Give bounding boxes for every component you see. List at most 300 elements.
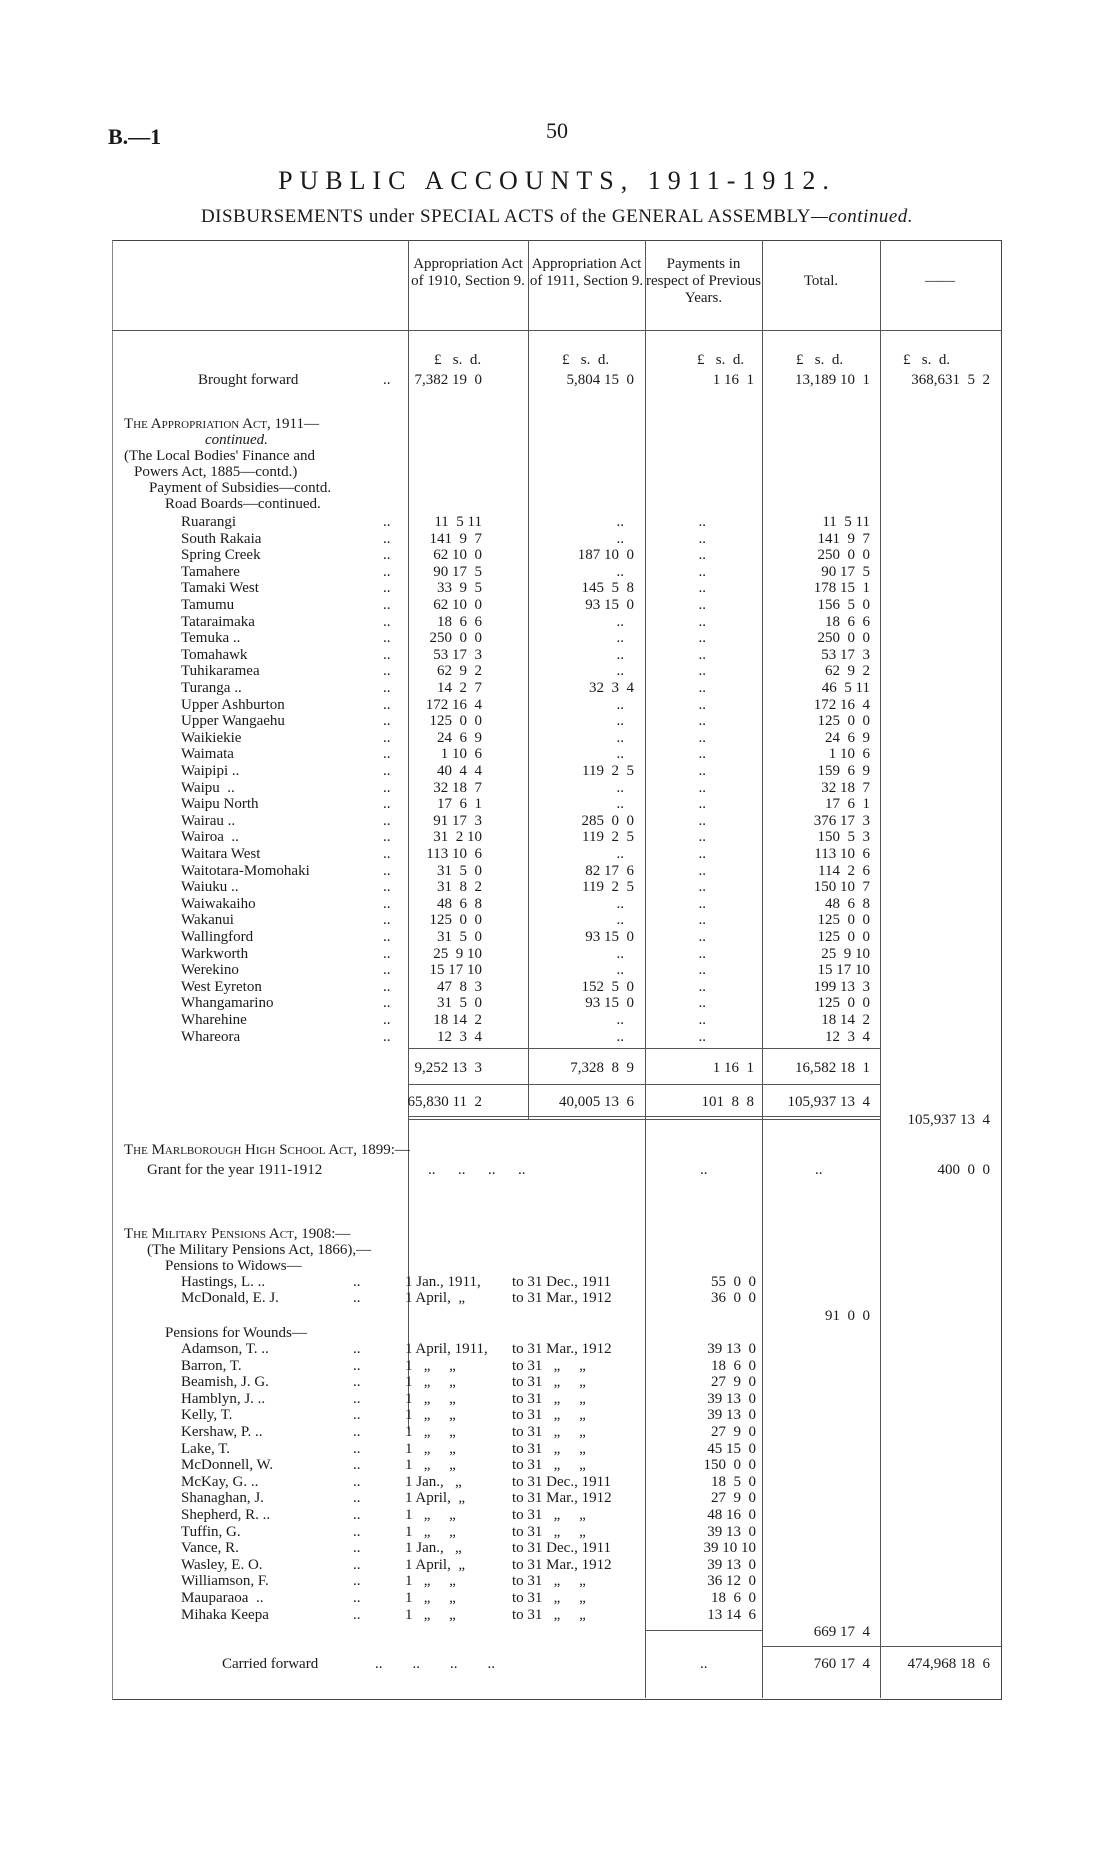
table-row	[0, 1557, 1114, 1573]
pension-from: 1 „ „	[405, 1390, 456, 1407]
cell-c1: 15 17 10	[429, 962, 482, 979]
table-row	[0, 1424, 1114, 1440]
cell-c5: 105,937 13 4	[907, 1112, 990, 1128]
carried-forward-row	[0, 1656, 1114, 1672]
cell-c2: ..	[616, 846, 624, 862]
table-row	[0, 514, 1114, 530]
pension-from: 1 „ „	[405, 1374, 456, 1391]
grant-label: Grant for the year 1911-1912	[147, 1162, 323, 1178]
road-board-name: Werekino	[181, 962, 239, 979]
cell-c2: 119 2 5	[582, 763, 634, 779]
leader-dots: ..	[383, 372, 391, 388]
table-row	[0, 1290, 1114, 1306]
total-carried-row	[0, 1112, 1114, 1128]
road-board-name: Waimata	[181, 746, 234, 763]
pensioner-name: McDonnell, W.	[181, 1457, 274, 1474]
table-row	[0, 846, 1114, 862]
cell-c1: 250 0 0	[429, 630, 482, 647]
pension-from: 1 „ „	[405, 1523, 456, 1540]
section-subheading: (The Local Bodies' Finance and	[124, 448, 315, 464]
table-row	[0, 547, 1114, 563]
pension-to: to 31 „ „	[512, 1523, 586, 1540]
cell-c3: ..	[698, 995, 706, 1012]
cell-c1: 31 5 0	[437, 929, 482, 945]
table-row	[0, 597, 1114, 613]
pension-to: to 31 „ „	[512, 1507, 586, 1523]
cell-c3: ..	[698, 796, 706, 813]
leader-dots: ..	[353, 1473, 361, 1490]
cell-c2: 93 15 0	[585, 597, 634, 613]
road-board-name: Ruarangi	[181, 514, 236, 530]
cell-c4: 250 0 0	[817, 547, 870, 564]
cell-c4: 90 17 5	[821, 563, 870, 580]
pension-from: 1 „ „	[405, 1573, 456, 1590]
leader-dots: ..	[353, 1407, 361, 1424]
cell-c4: 91 0 0	[825, 1308, 870, 1324]
leader-dots: ..	[383, 580, 391, 597]
cell-c3: ..	[698, 597, 706, 613]
cell-c3: 18 6 0	[711, 1590, 756, 1606]
cell-c4: 46 5 11	[821, 680, 870, 696]
table-row	[0, 1012, 1114, 1028]
pension-to: to 31 „ „	[512, 1407, 586, 1424]
cell-c3: 18 5 0	[711, 1473, 756, 1490]
pension-to: to 31 Mar., 1912	[512, 1490, 612, 1507]
total-row	[0, 1094, 1114, 1110]
leader-dots: ..	[383, 846, 391, 862]
cell-c1: 7,382 19 0	[414, 372, 482, 388]
cell-c3: ..	[698, 1028, 706, 1045]
table-row	[0, 1341, 1114, 1357]
cell-c4: 250 0 0	[817, 630, 870, 647]
cell-c3: ..	[698, 912, 706, 929]
cell-c1: 1 10 6	[440, 746, 482, 763]
cell-c3: 55 0 0	[711, 1274, 756, 1290]
leader-dots: ..	[383, 630, 391, 647]
leader-dots: ..	[383, 995, 391, 1012]
leader-dots: ..	[383, 945, 391, 962]
table-row	[0, 896, 1114, 912]
pension-to: to 31 „ „	[512, 1357, 586, 1374]
leader-dots: ..	[353, 1523, 361, 1540]
cell-c3: 36 0 0	[711, 1290, 756, 1306]
cell-c3: ..	[698, 846, 706, 862]
pension-to: to 31 „ „	[512, 1440, 586, 1457]
section-subheading: Payment of Subsidies—contd.	[149, 480, 332, 496]
table-row	[0, 1407, 1114, 1423]
pension-to: to 31 „ „	[512, 1573, 586, 1590]
pension-from: 1 „ „	[405, 1457, 456, 1474]
pensioner-name: Hastings, L. ..	[181, 1274, 266, 1290]
cell-c4: 150 5 3	[817, 829, 870, 846]
column-header-previous-years: Payments in respect of Previous Years.	[646, 256, 761, 306]
cell-c4: 125 0 0	[817, 995, 870, 1012]
table-row	[0, 1029, 1114, 1045]
table-row	[0, 614, 1114, 630]
cell-c4: 159 6 9	[817, 763, 870, 779]
cell-c2: ..	[616, 962, 624, 979]
pensioner-name: Lake, T.	[181, 1440, 231, 1457]
cell-c4: 32 18 7	[821, 779, 870, 796]
cell-c2: 93 15 0	[585, 929, 634, 945]
leader-dots: ..	[383, 746, 391, 763]
pension-from: 1 April, „	[405, 1490, 465, 1507]
leader-dots: ..	[353, 1457, 361, 1474]
cell-c2: 119 2 5	[582, 879, 634, 896]
table-row	[0, 1607, 1114, 1623]
table-row	[0, 564, 1114, 580]
cell-c4: 17 6 1	[825, 796, 870, 813]
cell-c3: 39 13 0	[707, 1523, 756, 1540]
cell-c2: ..	[616, 895, 624, 912]
cell-c2: ..	[616, 696, 624, 713]
cell-c4: 18 14 2	[821, 1012, 870, 1028]
cell-c2: 82 17 6	[585, 862, 634, 879]
cell-c4: 105,937 13 4	[787, 1094, 870, 1110]
cell-c2: ..	[616, 1012, 624, 1028]
column-header-appropriation-1911: Appropriation Act of 1911, Section 9.	[529, 256, 644, 289]
cell-c2: ..	[616, 713, 624, 730]
cell-c1: 32 18 7	[433, 779, 482, 796]
pension-to: to 31 Mar., 1912	[512, 1290, 612, 1306]
cell-c3: ..	[698, 1012, 706, 1028]
cell-c4: 13,189 10 1	[795, 372, 870, 388]
road-board-name: South Rakaia	[181, 530, 262, 547]
leader-dots: ..	[383, 929, 391, 945]
pensioner-name: Adamson, T. ..	[181, 1341, 269, 1357]
leader-dots: ..	[353, 1590, 361, 1606]
cell-c4: 156 5 0	[817, 597, 870, 613]
cell-c3: ..	[698, 895, 706, 912]
road-board-name: Wairau ..	[181, 812, 236, 829]
pensioner-name: Vance, R.	[181, 1540, 239, 1557]
carried-forward-label: Carried forward	[222, 1656, 319, 1672]
leader-dots: ..	[383, 978, 391, 995]
cell-c5: 474,968 18 6	[907, 1656, 990, 1672]
header-rule	[112, 330, 1002, 331]
cell-c1: 48 6 8	[437, 895, 482, 912]
cell-c3: 27 9 0	[711, 1490, 756, 1507]
leader-dots: ..	[353, 1507, 361, 1523]
table-row	[0, 663, 1114, 679]
leader-dots: ..	[383, 613, 391, 630]
leader-dots: ..	[815, 1162, 823, 1178]
column-header-total: Total.	[803, 273, 839, 289]
cell-c3: 101 8 8	[701, 1094, 754, 1110]
pension-from: 1 Jan., „	[405, 1473, 462, 1490]
road-board-name: Wallingford	[181, 929, 254, 945]
lsd-label: £ s. d.	[697, 352, 745, 368]
cell-c3: ..	[698, 563, 706, 580]
road-board-name: Turanga ..	[181, 680, 242, 696]
cell-c3: ..	[698, 514, 706, 530]
leader-dots: ..	[383, 563, 391, 580]
cell-c3: ..	[698, 580, 706, 597]
cell-c4: 24 6 9	[825, 729, 870, 746]
cell-c2: 93 15 0	[585, 995, 634, 1012]
cell-c3: ..	[698, 530, 706, 547]
cell-c1: 31 5 0	[437, 995, 482, 1012]
column-header-appropriation-1910: Appropriation Act of 1910, Section 9.	[411, 256, 525, 289]
cell-c4: 114 2 6	[818, 862, 870, 879]
table-row	[0, 680, 1114, 696]
carried-rule	[762, 1646, 1002, 1647]
cell-c2: 187 10 0	[577, 547, 634, 564]
table-row	[0, 697, 1114, 713]
leader-dots: ..	[383, 1028, 391, 1045]
cell-c3: 36 12 0	[707, 1573, 756, 1590]
pension-from: 1 Jan., 1911,	[405, 1274, 481, 1290]
cell-c2: 40,005 13 6	[559, 1094, 634, 1110]
cell-c1: 47 8 3	[437, 978, 482, 995]
cell-c4: 376 17 3	[813, 812, 870, 829]
table-row	[0, 1274, 1114, 1290]
leader-dots: ..	[383, 829, 391, 846]
pensioner-name: Wasley, E. O.	[181, 1556, 263, 1573]
table-row	[0, 1474, 1114, 1490]
leader-dots: .. .. .. ..	[428, 1162, 526, 1178]
cell-c2: 285 0 0	[581, 812, 634, 829]
page-title: PUBLIC ACCOUNTS, 1911-1912.	[278, 166, 836, 195]
table-row	[0, 746, 1114, 762]
section-heading: The Appropriation Act, 1911—	[124, 416, 319, 432]
section-subheading: Powers Act, 1885—contd.)	[134, 464, 298, 480]
table-row	[0, 713, 1114, 729]
table-row	[0, 962, 1114, 978]
leader-dots: ..	[383, 779, 391, 796]
table-row	[0, 946, 1114, 962]
leader-dots: ..	[383, 530, 391, 547]
leader-dots: ..	[353, 1390, 361, 1407]
section-heading: The Marlborough High School Act, 1899:—	[124, 1142, 410, 1158]
leader-dots: ..	[383, 597, 391, 613]
cell-c2: ..	[616, 646, 624, 663]
cell-c1: 31 2 10	[433, 829, 482, 846]
cell-c1: 62 9 2	[437, 663, 482, 680]
pension-from: 1 „ „	[405, 1606, 456, 1623]
road-board-name: Waipipi ..	[181, 763, 240, 779]
cell-c1: 24 6 9	[437, 729, 482, 746]
cell-c3: ..	[698, 945, 706, 962]
road-board-name: Tomahawk	[181, 646, 248, 663]
table-row	[0, 1590, 1114, 1606]
cell-c4: 172 16 4	[813, 696, 870, 713]
leader-dots: ..	[383, 796, 391, 813]
pension-to: to 31 „ „	[512, 1374, 586, 1391]
pensioner-name: Kershaw, P. ..	[181, 1424, 263, 1440]
table-row	[0, 1490, 1114, 1506]
cell-c3: 13 14 6	[707, 1606, 756, 1623]
cell-c1: 90 17 5	[433, 563, 482, 580]
wounds-total-row	[0, 1624, 1114, 1640]
table-row	[0, 1507, 1114, 1523]
cell-c3: ..	[698, 680, 706, 696]
cell-c2: ..	[616, 530, 624, 547]
cell-c1: 18 6 6	[437, 613, 482, 630]
road-board-name: Wharehine	[181, 1012, 247, 1028]
cell-c2: 7,328 8 9	[570, 1060, 634, 1076]
cell-c3: ..	[698, 978, 706, 995]
table-row	[0, 780, 1114, 796]
cell-c1: 125 0 0	[429, 912, 482, 929]
cell-c4: 199 13 3	[813, 978, 870, 995]
cell-c1: 65,830 11 2	[407, 1094, 482, 1110]
cell-c2: 32 3 4	[589, 680, 634, 696]
road-board-name: Tamumu	[181, 597, 235, 613]
cell-c2: 152 5 0	[581, 978, 634, 995]
leader-dots: ..	[383, 646, 391, 663]
table-row	[0, 1374, 1114, 1390]
cell-c3: ..	[698, 646, 706, 663]
road-board-name: Whangamarino	[181, 995, 274, 1012]
leader-dots: ..	[353, 1357, 361, 1374]
leader-dots: ..	[383, 879, 391, 896]
cell-c3: ..	[698, 613, 706, 630]
cell-c1: 62 10 0	[433, 597, 482, 613]
pension-from: 1 April, 1911,	[405, 1341, 488, 1357]
cell-c3: 1 16 1	[712, 1060, 754, 1076]
section-subheading: Road Boards—continued.	[165, 496, 321, 512]
cell-c3: ..	[698, 779, 706, 796]
pension-to: to 31 „ „	[512, 1590, 586, 1606]
cell-c1: 17 6 1	[437, 796, 482, 813]
table-row	[0, 1358, 1114, 1374]
table-row	[0, 796, 1114, 812]
cell-c2: 119 2 5	[582, 829, 634, 846]
road-board-name: Waiuku ..	[181, 879, 239, 896]
table-row	[0, 1573, 1114, 1589]
table-row	[0, 979, 1114, 995]
pensioner-name: Beamish, J. G.	[181, 1374, 269, 1391]
document-code: B.—1	[108, 124, 162, 149]
cell-c3: 27 9 0	[711, 1374, 756, 1391]
cell-c1: 172 16 4	[425, 696, 482, 713]
cell-c5: 400 0 0	[937, 1162, 990, 1178]
cell-c1: 31 5 0	[437, 862, 482, 879]
cell-c3: 18 6 0	[711, 1357, 756, 1374]
pensioner-name: Kelly, T.	[181, 1407, 233, 1424]
cell-c2: ..	[616, 945, 624, 962]
table-row	[0, 1391, 1114, 1407]
lsd-label: £ s. d.	[434, 352, 482, 368]
road-board-name: Waiwakaiho	[181, 895, 256, 912]
pension-from: 1 April, „	[405, 1556, 465, 1573]
table-row	[0, 1540, 1114, 1556]
cell-c4: 48 6 8	[825, 895, 870, 912]
table-row	[0, 647, 1114, 663]
road-board-name: Wairoa ..	[181, 829, 239, 846]
leader-dots: ..	[353, 1290, 361, 1306]
cell-c3: ..	[698, 630, 706, 647]
pension-to: to 31 „ „	[512, 1606, 586, 1623]
pension-from: 1 „ „	[405, 1440, 456, 1457]
cell-c2: ..	[616, 796, 624, 813]
pensioner-name: Hamblyn, J. ..	[181, 1390, 266, 1407]
cell-c3: 150 0 0	[703, 1457, 756, 1474]
cell-c3: ..	[698, 729, 706, 746]
pensioner-name: Shanaghan, J.	[181, 1490, 264, 1507]
leader-dots: ..	[353, 1374, 361, 1391]
cell-c3: 39 13 0	[707, 1407, 756, 1424]
cell-c4: 25 9 10	[821, 945, 870, 962]
cell-c1: 125 0 0	[429, 713, 482, 730]
pension-to: to 31 Mar., 1912	[512, 1556, 612, 1573]
road-board-name: Tuhikaramea	[181, 663, 260, 680]
cell-c1: 25 9 10	[433, 945, 482, 962]
cell-c4: 18 6 6	[825, 613, 870, 630]
section-heading-cont: continued.	[205, 432, 268, 448]
road-board-name: Whareora	[181, 1028, 241, 1045]
pension-to: to 31 Dec., 1911	[512, 1274, 612, 1290]
cell-c4: 178 15 1	[813, 580, 870, 597]
leader-dots: ..	[700, 1162, 708, 1178]
table-row	[0, 863, 1114, 879]
lsd-label: £ s. d.	[796, 352, 844, 368]
cell-c3: 39 13 0	[707, 1390, 756, 1407]
pension-to: to 31 Dec., 1911	[512, 1540, 612, 1557]
table-row	[0, 580, 1114, 596]
lsd-label: £ s. d.	[903, 352, 951, 368]
cell-c3: 1 16 1	[712, 372, 754, 388]
table-row	[0, 1441, 1114, 1457]
pension-to: to 31 „ „	[512, 1457, 586, 1474]
cell-c4: 16,582 18 1	[795, 1060, 870, 1076]
leader-dots: ..	[353, 1573, 361, 1590]
cell-c2: ..	[616, 912, 624, 929]
cell-c1: 11 5 11	[434, 514, 482, 530]
leader-dots: ..	[383, 763, 391, 779]
road-board-name: Tamahere	[181, 563, 240, 580]
leader-dots: ..	[383, 862, 391, 879]
cell-c3: ..	[698, 829, 706, 846]
cell-c4: 150 10 7	[813, 879, 870, 896]
cell-c3: ..	[698, 663, 706, 680]
leader-dots: ..	[383, 547, 391, 564]
leader-dots: ..	[353, 1424, 361, 1440]
leader-dots: ..	[383, 962, 391, 979]
widows-total-row	[0, 1308, 1114, 1324]
page-number: 50	[546, 118, 568, 143]
leader-dots: ..	[383, 729, 391, 746]
leader-dots: ..	[383, 812, 391, 829]
cell-c2: 145 5 8	[581, 580, 634, 597]
table-row	[0, 879, 1114, 895]
pension-from: 1 Jan., „	[405, 1540, 462, 1557]
pension-to: to 31 „ „	[512, 1390, 586, 1407]
table-row	[0, 730, 1114, 746]
cell-c3: 39 13 0	[707, 1556, 756, 1573]
brought-forward-label: Brought forward	[198, 372, 299, 388]
pensioner-name: Shepherd, R. ..	[181, 1507, 271, 1523]
leader-dots: ..	[383, 912, 391, 929]
cell-c4: 125 0 0	[817, 929, 870, 945]
cell-c1: 91 17 3	[433, 812, 482, 829]
subtotal-row	[0, 1060, 1114, 1076]
cell-c1: 14 2 7	[437, 680, 482, 696]
cell-c3: ..	[698, 763, 706, 779]
leader-dots: ..	[383, 1012, 391, 1028]
table-row	[0, 995, 1114, 1011]
cell-c4: 53 17 3	[821, 646, 870, 663]
leader-dots: ..	[383, 680, 391, 696]
cell-c3: ..	[698, 862, 706, 879]
road-board-name: Spring Creek	[181, 547, 261, 564]
cell-c1: 53 17 3	[433, 646, 482, 663]
pension-from: 1 „ „	[405, 1407, 456, 1424]
leader-dots: ..	[383, 713, 391, 730]
leader-dots: ..	[353, 1606, 361, 1623]
road-board-name: Waitotara-Momohaki	[181, 862, 310, 879]
